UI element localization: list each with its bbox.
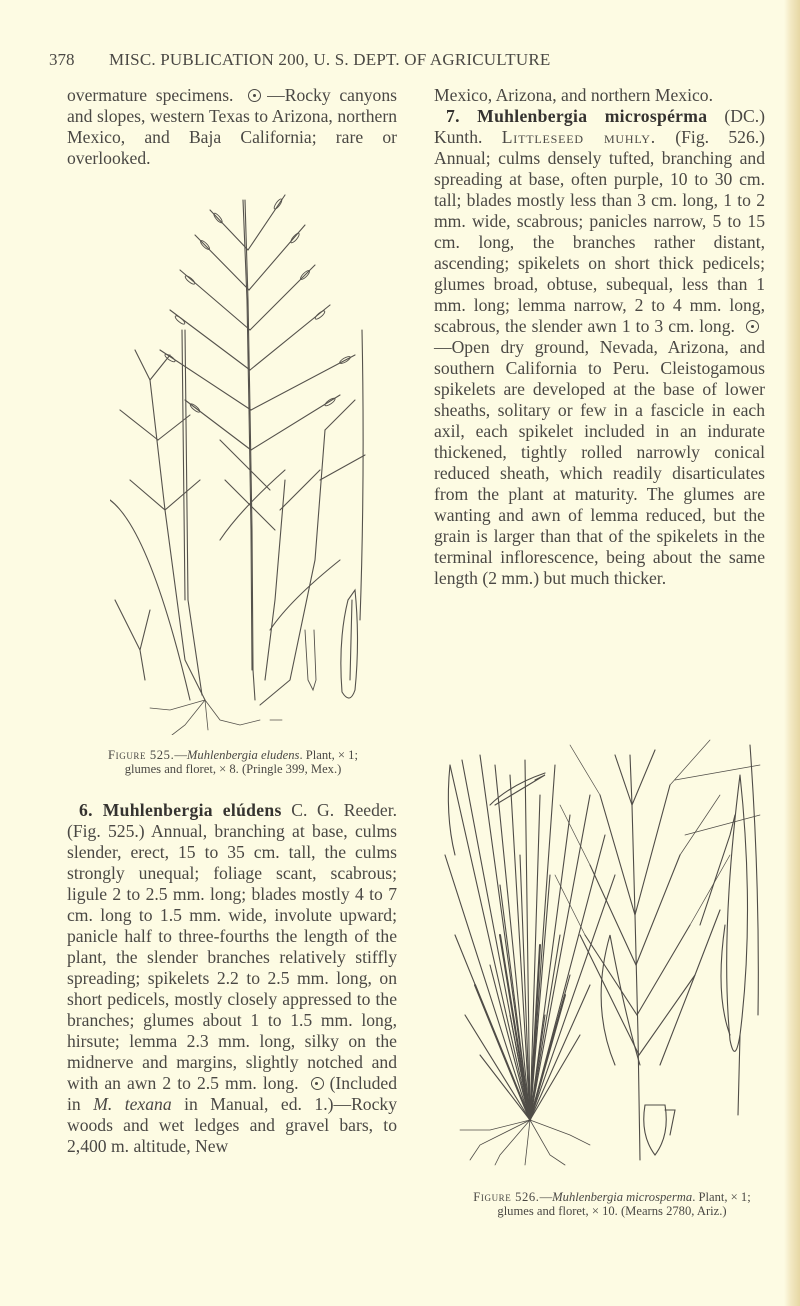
figure-species: Muhlenbergia microsperma [552, 1190, 693, 1204]
species-note: (Included in [67, 1073, 397, 1114]
figure-label: Figure 525. [108, 748, 175, 762]
species-habitat: in Manual, ed. 1.)—Rocky woods and wet ledges and gravel bars, to 2,400 m. altitude, New [67, 1094, 398, 1156]
left-column-continuation [67, 85, 397, 169]
annual-symbol-icon [311, 1077, 324, 1090]
annual-symbol-icon [746, 320, 759, 333]
right-column [434, 85, 765, 589]
species-7-entry [434, 106, 765, 589]
figure-526-illustration [440, 735, 785, 1170]
figure-label: Figure 526. [473, 1190, 540, 1204]
page-spine-shadow [784, 0, 800, 1306]
species-heading: 6. Muhlenbergia elúdens [79, 800, 282, 820]
figure-species: Muhlenbergia eludens [186, 748, 300, 762]
species-heading: 7. Muhlenbergia microspérma [446, 106, 708, 126]
running-head-title: MISC. PUBLICATION 200, U. S. DEPT. OF AGRICULTURE [109, 50, 551, 69]
common-name: Littleseed muhly. [501, 127, 656, 147]
caption-text: . Plant, × 1; [692, 1190, 751, 1204]
running-head [0, 50, 800, 76]
species-description: (Fig. 526.) Annual; culms densely tufted, branching and spreading at base, often purple, 10 to 30 cm. tall; blades mostly less than 3 cm. long, 1 to 2 mm. wide, scabrous; panicles narrow, 5 to 15 cm. long, the branches rather distant, ascending; spikelets on short thick pedicels; glumes broad, obtuse, subequal, less than 1 mm. long; lemma narrow, 2 to 4 mm. long, scabrous, the slender awn 1 to 3 cm. long. [434, 127, 765, 336]
figure-526-caption: Figure 526.—Muhlenbergia microsperma. Plant, × 1; glumes and floret, × 10. (Mearns 2780, Ariz.) [473, 1190, 751, 1218]
page-number: 378 [49, 50, 75, 69]
annual-symbol-icon [248, 89, 261, 102]
figure-525-caption: Figure 525.—Muhlenbergia eludens. Plant, × 1; glumes and floret, × 8. (Pringle 399, Mex.) [108, 748, 358, 776]
right-continuation: Mexico, Arizona, and northern Mexico. [434, 85, 713, 105]
continuation-text: overmature specimens. [67, 85, 234, 105]
species-reference: M. texana [93, 1094, 172, 1114]
figure-525-illustration [110, 180, 390, 735]
habitat-text: —Rocky canyons and slopes, western Texas to Arizona, northern Mexico, and Baja California; rare or overlooked. [67, 85, 397, 168]
species-6-entry [67, 800, 397, 1157]
caption-text: . Plant, × 1; [299, 748, 358, 762]
caption-text: glumes and floret, × 10. (Mearns 2780, Ariz.) [497, 1204, 727, 1218]
species-description: C. G. Reeder. (Fig. 525.) Annual, branching at base, culms slender, erect, 15 to 35 cm. tall, the culms strongly unequal; foliage scant, scabrous; ligule 2 to 2.5 mm. long; blades mostly 4 to 7 cm. long to 1.5 mm. wide, involute upward; panicle half to three-fourths the length of the plant, the slender branches relatively stiffly spreading; spikelets 2.2 to 2.5 mm. long, on short pedicels, mostly closely appressed to the branches; glumes about 1 to 1.5 mm. long, hirsute; lemma 2.3 mm. long, silky on the midnerve and margins, slightly notched and with an awn 2 to 2.5 mm. long. [67, 800, 397, 1093]
species-habitat: —Open dry ground, Nevada, Arizona, and southern California to Peru. Cleistogamous spikelets are developed at the base of lower sheaths, solitary or few in a fascicle in each axil, each spikelet included in an indurate thickened, tightly rolled narrowly conical reduced sheath, which readily disarticulates from the plant at maturity. The glumes are wanting and awn of lemma reduced, but the grain is larger than that of the spikelets in the terminal inflorescence, being about the same length (2 mm.) but much thicker. [434, 337, 765, 588]
species-authority: (DC.) Kunth. [434, 106, 765, 147]
caption-text: glumes and floret, × 8. (Pringle 399, Mex.) [124, 762, 342, 776]
